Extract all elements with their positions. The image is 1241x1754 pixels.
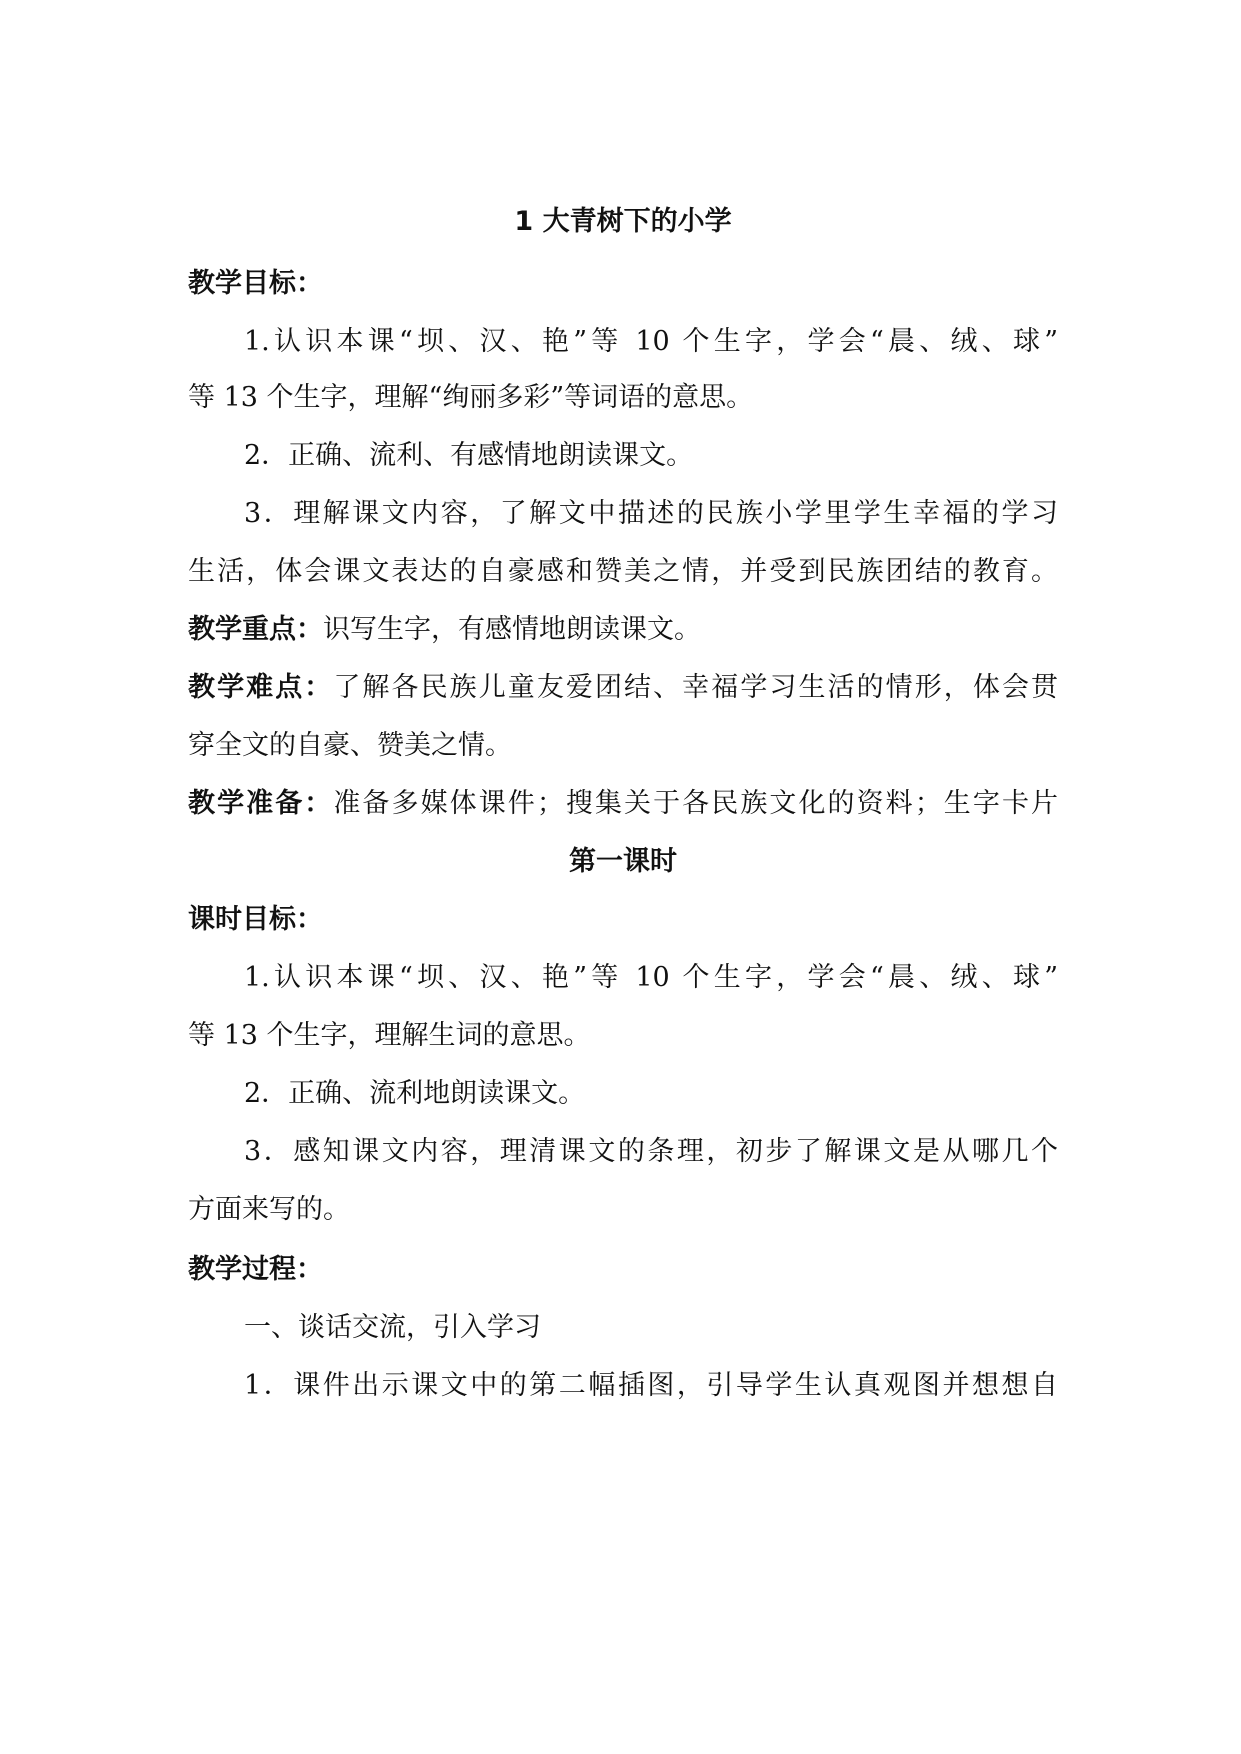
key-point-label: 教学重点： — [188, 614, 323, 645]
lesson1-goal-3-line-2: 方面来写的。 — [188, 1194, 350, 1225]
objective-1-line-1: 1.认识本课“坝、汉、艳”等 10 个生字，学会“晨、绒、球” — [244, 326, 1058, 357]
objective-3-line-1: 3．理解课文内容，了解文中描述的民族小学里学生幸福的学习 — [244, 498, 1058, 529]
lesson1-goal-1-line-2: 等 13 个生字，理解生词的意思。 — [188, 1020, 591, 1051]
step-1-heading: 一、谈话交流，引入学习 — [244, 1312, 541, 1343]
objectives-heading: 教学目标： — [188, 268, 323, 299]
preparation-label: 教学准备： — [188, 788, 334, 819]
lesson1-heading: 第一课时 — [569, 846, 677, 877]
lesson1-goal-1-line-1: 1.认识本课“坝、汉、艳”等 10 个生字，学会“晨、绒、球” — [244, 962, 1058, 993]
key-point — [188, 612, 1058, 648]
difficulty-line-1 — [188, 670, 1058, 706]
preparation — [188, 786, 1058, 822]
difficulty-text-1: 了解各民族儿童友爱团结、幸福学习生活的情形，体会贯 — [333, 672, 1059, 703]
process-heading: 教学过程： — [188, 1254, 323, 1285]
objective-1-line-2: 等 13 个生字，理解“绚丽多彩”等词语的意思。 — [188, 382, 754, 413]
objective-3-line-2: 生活，体会课文表达的自豪感和赞美之情，并受到民族团结的教育。 — [188, 556, 1058, 587]
lesson-title: 1 大青树下的小学 — [514, 206, 732, 237]
lesson1-goal-2: 2．正确、流利地朗读课文。 — [244, 1078, 586, 1109]
difficulty-line-2: 穿全文的自豪、赞美之情。 — [188, 730, 512, 761]
preparation-text: 准备多媒体课件；搜集关于各民族文化的资料；生字卡片 — [333, 788, 1059, 819]
difficulty-label: 教学难点： — [188, 672, 334, 703]
lesson1-goal-3-line-1: 3．感知课文内容，理清课文的条理，初步了解课文是从哪几个 — [244, 1136, 1058, 1167]
lesson1-goals-heading: 课时目标： — [188, 904, 323, 935]
key-point-text: 识写生字，有感情地朗读课文。 — [323, 614, 701, 645]
step-1-item-1: 1．课件出示课文中的第二幅插图，引导学生认真观图并想想自 — [244, 1370, 1058, 1401]
objective-2: 2．正确、流利、有感情地朗读课文。 — [244, 440, 694, 471]
